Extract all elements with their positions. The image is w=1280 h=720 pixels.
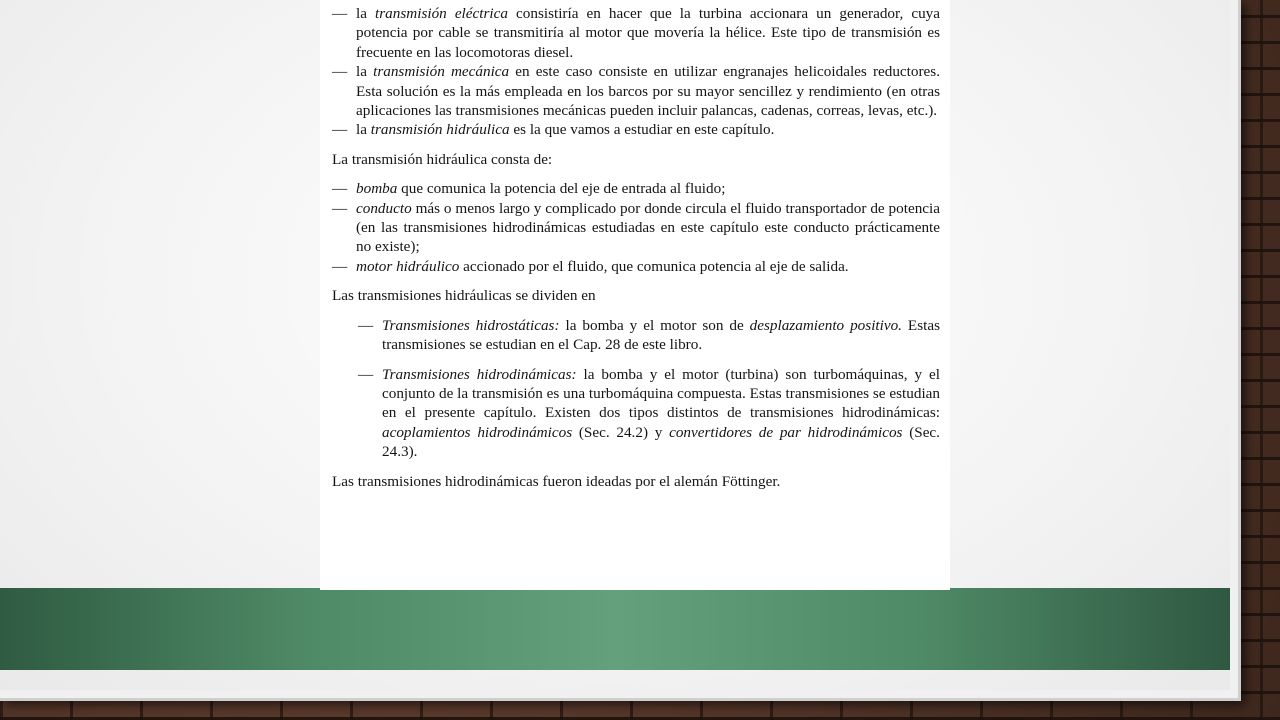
em-dash: — <box>332 121 348 139</box>
list-item: — la transmisión eléctrica consistiría en hacer que la turbina accionara un generador, cuya potencia por cable se transmitiría al motor que movería la hélice. Este tipo de transmisión es frecuente en las locomotoras diesel. <box>332 5 940 61</box>
list-item: — la transmisión mecánica en este caso consiste en utilizar engranajes helicoidales reductores. Esta solución es la más empleada en los barcos por su mayor sencillez y rendimiento (en otras aplicaciones las transmisiones mecánicas pueden incluir palancas, cadenas, correas, levas, etc.). <box>332 63 940 120</box>
list-item: — Transmisiones hidrostáticas: la bomba y el motor son de desplazamiento positivo. Estas transmisiones se estudian en el Cap. 28 de este libro. <box>358 316 940 354</box>
scanned-page-image <box>320 0 950 590</box>
em-dash: — <box>332 257 348 275</box>
list-item: — motor hidráulico accionado por el fluido, que comunica potencia al eje de salida. <box>332 257 849 275</box>
paragraph: Las transmisiones hidráulicas se dividen en <box>332 287 596 305</box>
green-accent-band <box>0 588 1230 670</box>
list-item: — conducto más o menos largo y complicado por donde circula el fluido transportador de potencia (en las transmisiones hidrodinámicas estudiadas en este capítulo este conducto prácticamente no existe); <box>332 199 940 256</box>
em-dash: — <box>332 180 348 198</box>
em-dash: — <box>332 63 348 81</box>
list-item: — bomba que comunica la potencia del eje de entrada al fluido; <box>332 180 726 198</box>
em-dash: — <box>332 5 348 22</box>
paragraph: Las transmisiones hidrodinámicas fueron ideadas por el alemán Föttinger. <box>332 472 781 490</box>
em-dash: — <box>358 365 374 383</box>
list-item: — la transmisión hidráulica es la que vamos a estudiar en este capítulo. <box>332 121 775 139</box>
em-dash: — <box>358 316 374 334</box>
em-dash: — <box>332 199 348 217</box>
paragraph: La transmisión hidráulica consta de: <box>332 150 553 168</box>
list-item: — Transmisiones hidrodinámicas: la bomba y el motor (turbina) son turbomáquinas, y el conjunto de la transmisión es una turbomáquina compuesta. Estas transmisiones se estudian en el presente capítulo. Existen dos tipos distintos de transmisiones hidrodinámicas: acoplamientos hidrodinámicos (Sec. 24.2) y convertidores de par hidrodinámicos (Sec. 24.3). <box>358 365 940 461</box>
